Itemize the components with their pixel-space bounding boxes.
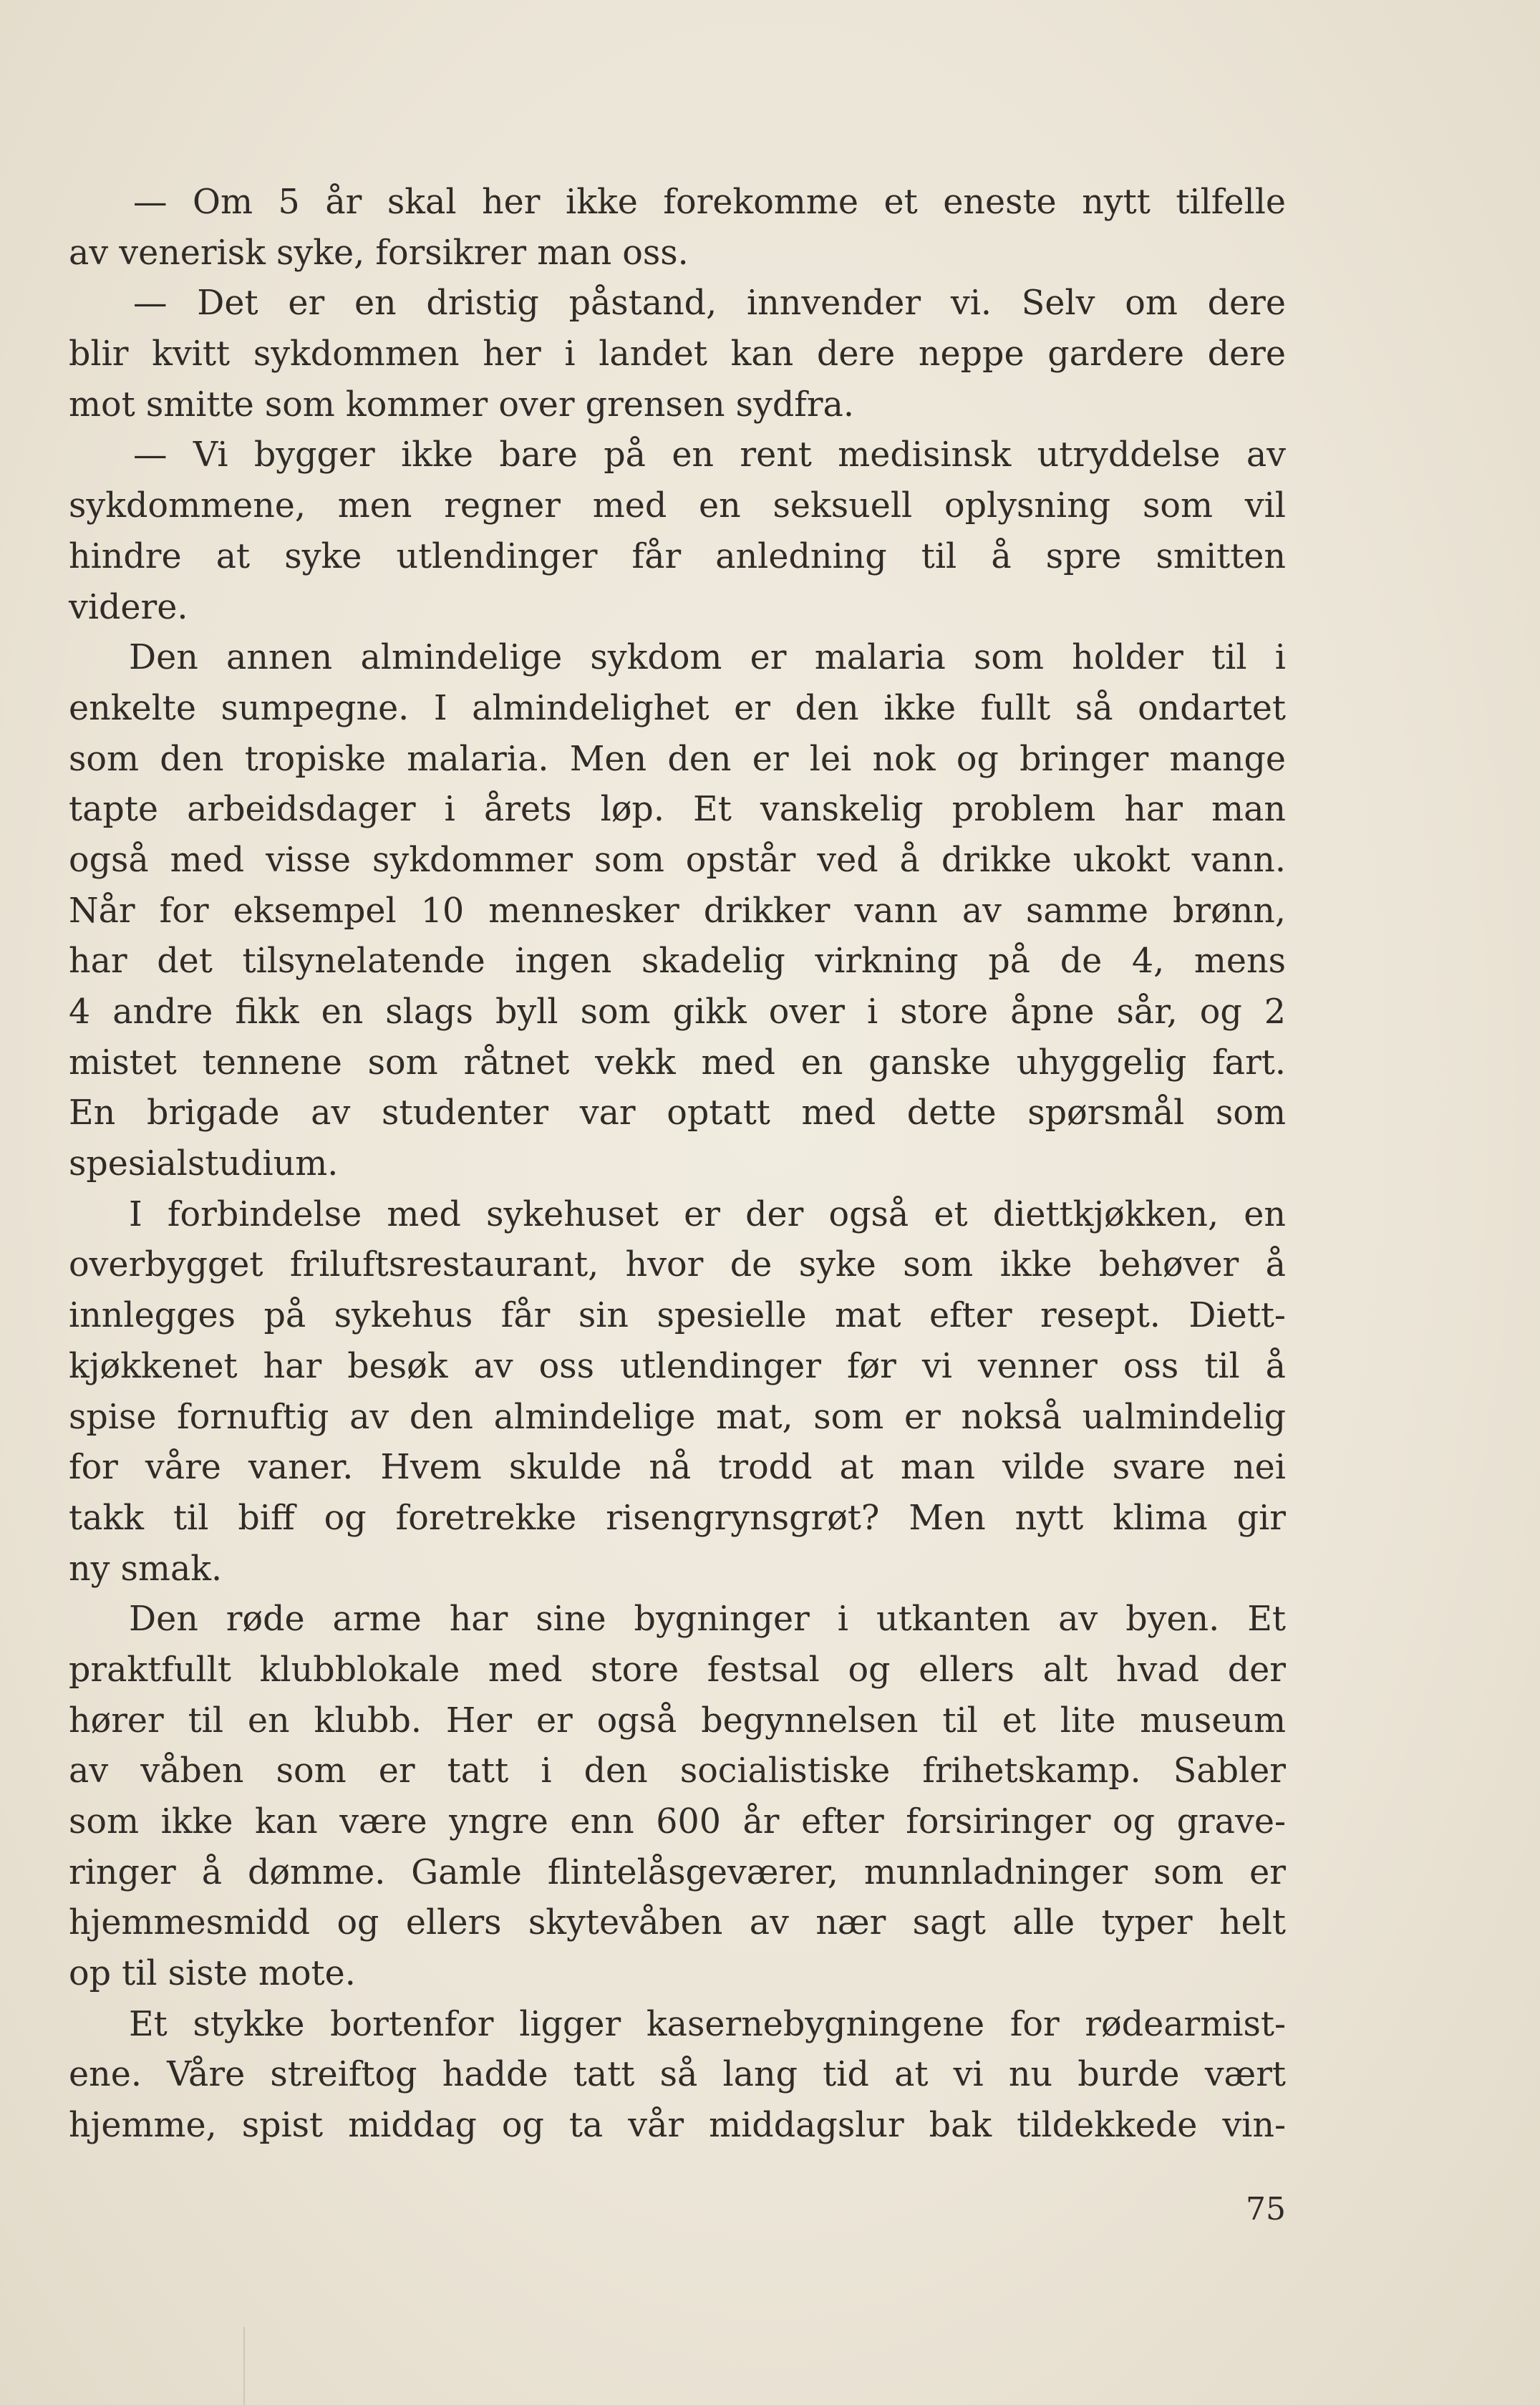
- text-line: av venerisk syke, forsikrer man oss.: [69, 233, 689, 273]
- text-line: — Om 5 år skal her ikke forekomme et eneste nytt tilfelle: [133, 183, 1286, 222]
- text-line: som ikke kan være yngre enn 600 år efter forsiringer og grave-: [69, 1802, 1286, 1842]
- text-line: tapte arbeidsdager i årets løp. Et vanskelig problem har man: [69, 790, 1286, 830]
- text-line: innlegges på sykehus får sin spesielle mat efter resept. Diett-: [69, 1296, 1286, 1336]
- text-line: praktfullt klubblokale med store festsal og ellers alt hvad der: [69, 1650, 1286, 1690]
- text-line: ny smak.: [69, 1549, 223, 1589]
- text-line: mot smitte som kommer over grensen sydfra.: [69, 384, 854, 425]
- text-line: Den annen almindelige sykdom er malaria som holder til i: [129, 638, 1286, 678]
- text-line: mistet tennene som råtnet vekk med en ganske uhyggelig fart.: [69, 1042, 1286, 1083]
- text-line: blir kvitt sykdommen her i landet kan dere neppe gardere dere: [69, 334, 1286, 374]
- text-line: kjøkkenet har besøk av oss utlendinger før vi venner oss til å: [69, 1346, 1286, 1386]
- scan-edge-mark: [243, 2327, 245, 2405]
- text-line: — Vi bygger ikke bare på en rent medisinsk utryddelse av: [133, 435, 1286, 475]
- text-line: hjemmesmidd og ellers skytevåben av nær sagt alle typer helt: [69, 1903, 1286, 1943]
- text-line: op til siste mote.: [69, 1954, 356, 1994]
- text-line: for våre vaner. Hvem skulde nå trodd at man vilde svare nei: [69, 1448, 1286, 1488]
- text-line: har det tilsynelatende ingen skadelig virkning på de 4, mens: [69, 942, 1286, 982]
- text-line: ringer å dømme. Gamle flintelåsgeværer, munnladninger som er: [69, 1852, 1286, 1892]
- text-line: I forbindelse med sykehuset er der også et diettkjøkken, en: [129, 1194, 1286, 1234]
- text-line: Den røde arme har sine bygninger i utkanten av byen. Et: [129, 1600, 1286, 1640]
- text-line: som den tropiske malaria. Men den er lei nok og bringer mange: [69, 739, 1286, 779]
- text-line: En brigade av studenter var optatt med dette spørsmål som: [69, 1093, 1286, 1133]
- text-line: sykdommene, men regner med en seksuell oplysning som vil: [69, 486, 1286, 526]
- text-line: hører til en klubb. Her er også begynnelsen til et lite museum: [69, 1700, 1286, 1741]
- text-line: takk til biff og foretrekke risengrynsgrøt? Men nytt klima gir: [69, 1498, 1286, 1538]
- text-line: ene. Våre streiftog hadde tatt så lang tid at vi nu burde vært: [69, 2055, 1286, 2095]
- text-line: også med visse sykdommer som opstår ved å drikke ukokt vann.: [69, 840, 1286, 880]
- text-line: av våben som er tatt i den socialistiske frihetskamp. Sabler: [69, 1751, 1286, 1791]
- text-line: Et stykke bortenfor ligger kasernebygningene for rødearmist-: [129, 2004, 1286, 2044]
- text-line: spise fornuftig av den almindelige mat, som er nokså ualmindelig: [69, 1397, 1286, 1437]
- text-line: Når for eksempel 10 mennesker drikker vann av samme brønn,: [69, 891, 1286, 931]
- text-line: enkelte sumpegne. I almindelighet er den ikke fullt så ondartet: [69, 688, 1286, 728]
- text-line: hindre at syke utlendinger får anledning til å spre smitten: [69, 536, 1286, 576]
- body-text: [69, 178, 1286, 2152]
- text-line: hjemme, spist middag og ta vår middagslur bak tildekkede vin-: [69, 2106, 1286, 2146]
- page-number: 75: [1246, 2191, 1286, 2227]
- text-line: overbygget friluftsrestaurant, hvor de syke som ikke behøver å: [69, 1245, 1286, 1285]
- text-line: — Det er en dristig påstand, innvender vi. Selv om dere: [133, 284, 1286, 324]
- text-line: videre.: [69, 587, 188, 627]
- text-line: spesialstudium.: [69, 1144, 339, 1184]
- text-line: 4 andre fikk en slags byll som gikk over i store åpne sår, og 2: [69, 992, 1286, 1032]
